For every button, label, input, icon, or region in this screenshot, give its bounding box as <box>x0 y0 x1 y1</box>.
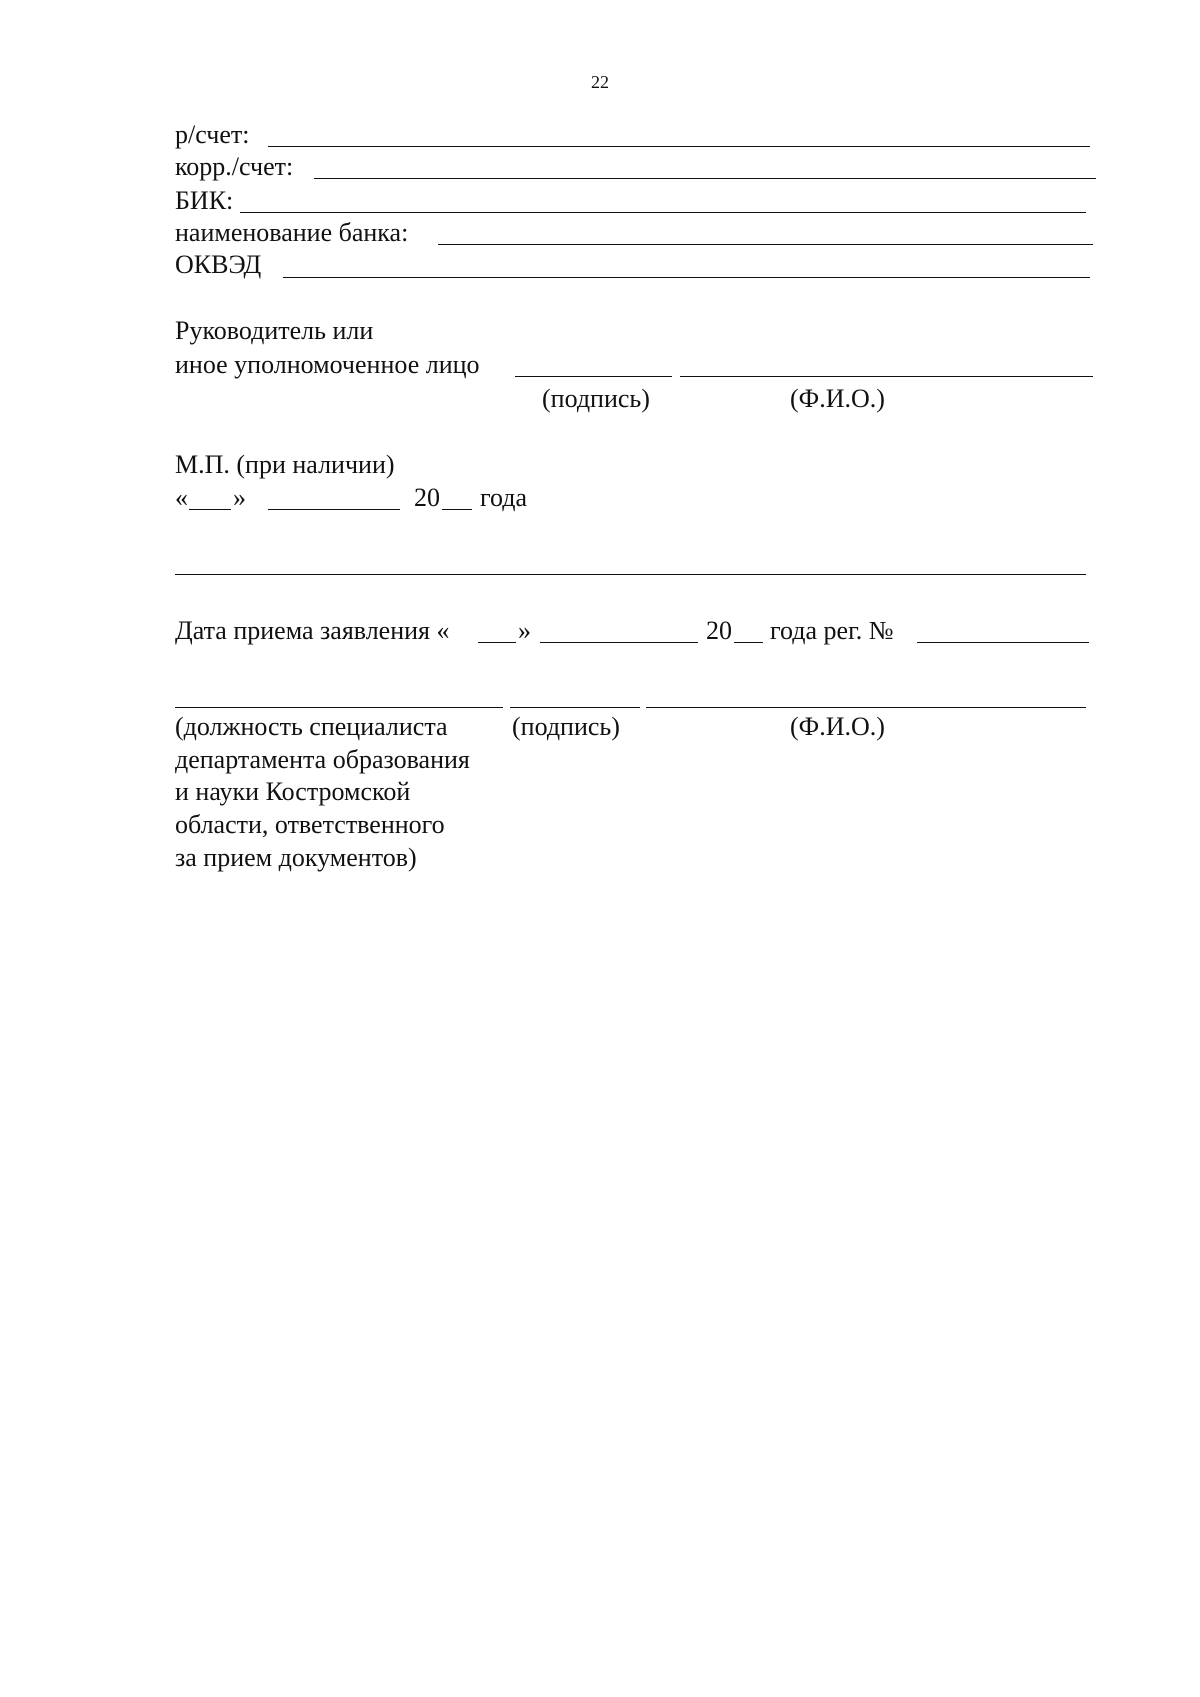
specialist-signature-caption: (подпись) <box>512 712 620 741</box>
specialist-name-line[interactable] <box>646 707 1086 708</box>
specialist-name-caption: (Ф.И.О.) <box>790 712 885 741</box>
head-name-line[interactable] <box>680 376 1093 377</box>
account-label: р/счет: <box>175 120 250 149</box>
year-prefix: 20 <box>414 483 440 512</box>
head-name-caption: (Ф.И.О.) <box>790 384 885 413</box>
receipt-date-label: Дата приема заявления « <box>175 616 450 645</box>
bik-label: БИК: <box>175 186 234 215</box>
bank-name-label: наименование банка: <box>175 218 409 247</box>
bik-field-line[interactable] <box>240 212 1086 213</box>
receipt-date-close: » <box>518 616 531 645</box>
receipt-year-prefix: 20 <box>706 616 732 645</box>
specialist-position-caption-2: департамента образования <box>175 745 470 774</box>
specialist-position-caption-3: и науки Костромской <box>175 777 411 806</box>
reg-number-line[interactable] <box>917 642 1089 643</box>
account-field-line[interactable] <box>268 146 1090 147</box>
page-number: 22 <box>591 72 609 92</box>
date-close-quote: » <box>233 483 246 512</box>
head-label-line2: иное уполномоченное лицо <box>175 350 480 379</box>
bank-name-field-line[interactable] <box>438 244 1093 245</box>
specialist-position-caption-1: (должность специалиста <box>175 712 448 741</box>
stamp-label: М.П. (при наличии) <box>175 450 395 479</box>
month-field-line[interactable] <box>268 509 400 510</box>
year-field-line[interactable] <box>442 509 472 510</box>
okved-field-line[interactable] <box>283 277 1090 278</box>
corr-account-label: корр./счет: <box>175 152 294 181</box>
specialist-signature-line[interactable] <box>510 707 640 708</box>
corr-account-field-line[interactable] <box>314 178 1096 179</box>
head-label-line1: Руководитель или <box>175 316 374 345</box>
receipt-day-line[interactable] <box>478 642 516 643</box>
section-separator <box>175 574 1086 575</box>
specialist-position-caption-5: за прием документов) <box>175 843 417 872</box>
specialist-position-caption-4: области, ответственного <box>175 810 445 839</box>
specialist-position-line[interactable] <box>175 707 503 708</box>
day-field-line[interactable] <box>189 509 231 510</box>
year-suffix: года <box>480 483 528 512</box>
receipt-year-suffix: года рег. № <box>770 616 894 645</box>
okved-label: ОКВЭД <box>175 250 262 279</box>
date-open-quote: « <box>175 483 188 512</box>
receipt-month-line[interactable] <box>540 642 698 643</box>
head-signature-line[interactable] <box>515 376 672 377</box>
receipt-year-line[interactable] <box>734 642 763 643</box>
head-signature-caption: (подпись) <box>542 384 650 413</box>
